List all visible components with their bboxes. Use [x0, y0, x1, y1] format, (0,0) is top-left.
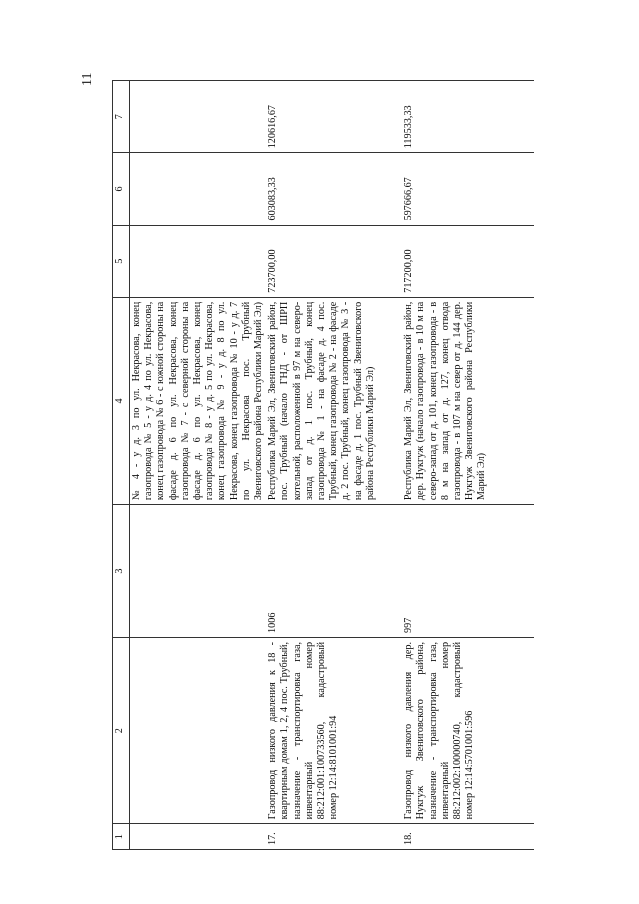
value-col5: 723700,00 [266, 225, 402, 297]
object-name: Газопровод низкого давления дер. Нукгуж Звениговского района, назначение - транспортировка газа, инвентарный номер 88:212:002:100000740, кадастровый номер 12:14:5701001:596 [402, 637, 534, 823]
value-col7: 119533,33 [402, 81, 534, 153]
cadastral-block: 997 [402, 505, 534, 638]
rotated-sheet [112, 80, 562, 850]
object-location: № 4 - у д. 3 по ул. Некрасова, конец газопровода № 5 - у д. 4 по ул. Некрасова, конец газопровода № 6 - с южной стороны на фасаде д. 6 по ул. Некрасова, конец газопровода № 7 - с северной стороны на фасаде д. 6 по ул. Некрасова, конец газопровода № 8 - у д. 5 по ул. Некрасова, конец газопровода № 9 - у д. 8 по ул. Некрасова, конец газопровода № 10 - у д. 7 по ул. Некрасова пос. Трубный Звениговского района Республики Марий Эл) [130, 297, 267, 504]
object-location: Республика Марий Эл, Звениговский район, пос. Трубный (начало ГНД - от ШРП котельной, расположенной в 97 м на северо-запад от д. 1 пос. Трубный, конец газопровода № 1 - на фасаде д. 4 пос. Трубный, конец газопровода № 2 - на фасаде д. 2 пос. Трубный, конец газопровода № 3 - на фасаде д. 1 пос. Трубный Звениговского района Республики Марий Эл) [266, 297, 402, 504]
header-cell: 2 [113, 637, 130, 823]
value-col6: 603083,33 [266, 153, 402, 225]
cadastral-block [130, 505, 267, 638]
object-name: Газопровод низкого давления к 18 - квартирным домам 1, 2, 4 пос. Трубный, назначение - транспортировка газа, инвентарный номер 88:212:001:100733560, кадастровый номер 12:14:8101001:94 [266, 637, 402, 823]
header-cell: 3 [113, 505, 130, 638]
object-location: Республика Марий Эл, Звениговский район, дер. Нукгуж (начало газопровода - в 10 м на северо-запад от д. 101, конец газопровода - в 8 м на запад от д. 127, конец отвода газопровода - в 107 м на север от д. 144 дер. Нукгуж Звениговского района Республики Марий Эл) [402, 297, 534, 504]
header-row [113, 81, 130, 850]
cadastral-block: 1006 [266, 505, 402, 638]
table-row [130, 81, 267, 850]
row-number: 17. [266, 824, 402, 850]
header-cell: 6 [113, 153, 130, 225]
table-row [402, 81, 534, 850]
value-col7 [130, 81, 267, 153]
header-cell: 1 [113, 824, 130, 850]
table-row [266, 81, 402, 850]
header-cell: 7 [113, 81, 130, 153]
value-col6: 597666,67 [402, 153, 534, 225]
row-number [130, 824, 267, 850]
value-col7: 120616,67 [266, 81, 402, 153]
value-col5: 717200,00 [402, 225, 534, 297]
object-name [130, 637, 267, 823]
property-table [112, 80, 534, 850]
header-cell: 4 [113, 297, 130, 504]
header-cell: 5 [113, 225, 130, 297]
page-number: 11 [80, 72, 95, 86]
value-col6 [130, 153, 267, 225]
row-number: 18. [402, 824, 534, 850]
value-col5 [130, 225, 267, 297]
